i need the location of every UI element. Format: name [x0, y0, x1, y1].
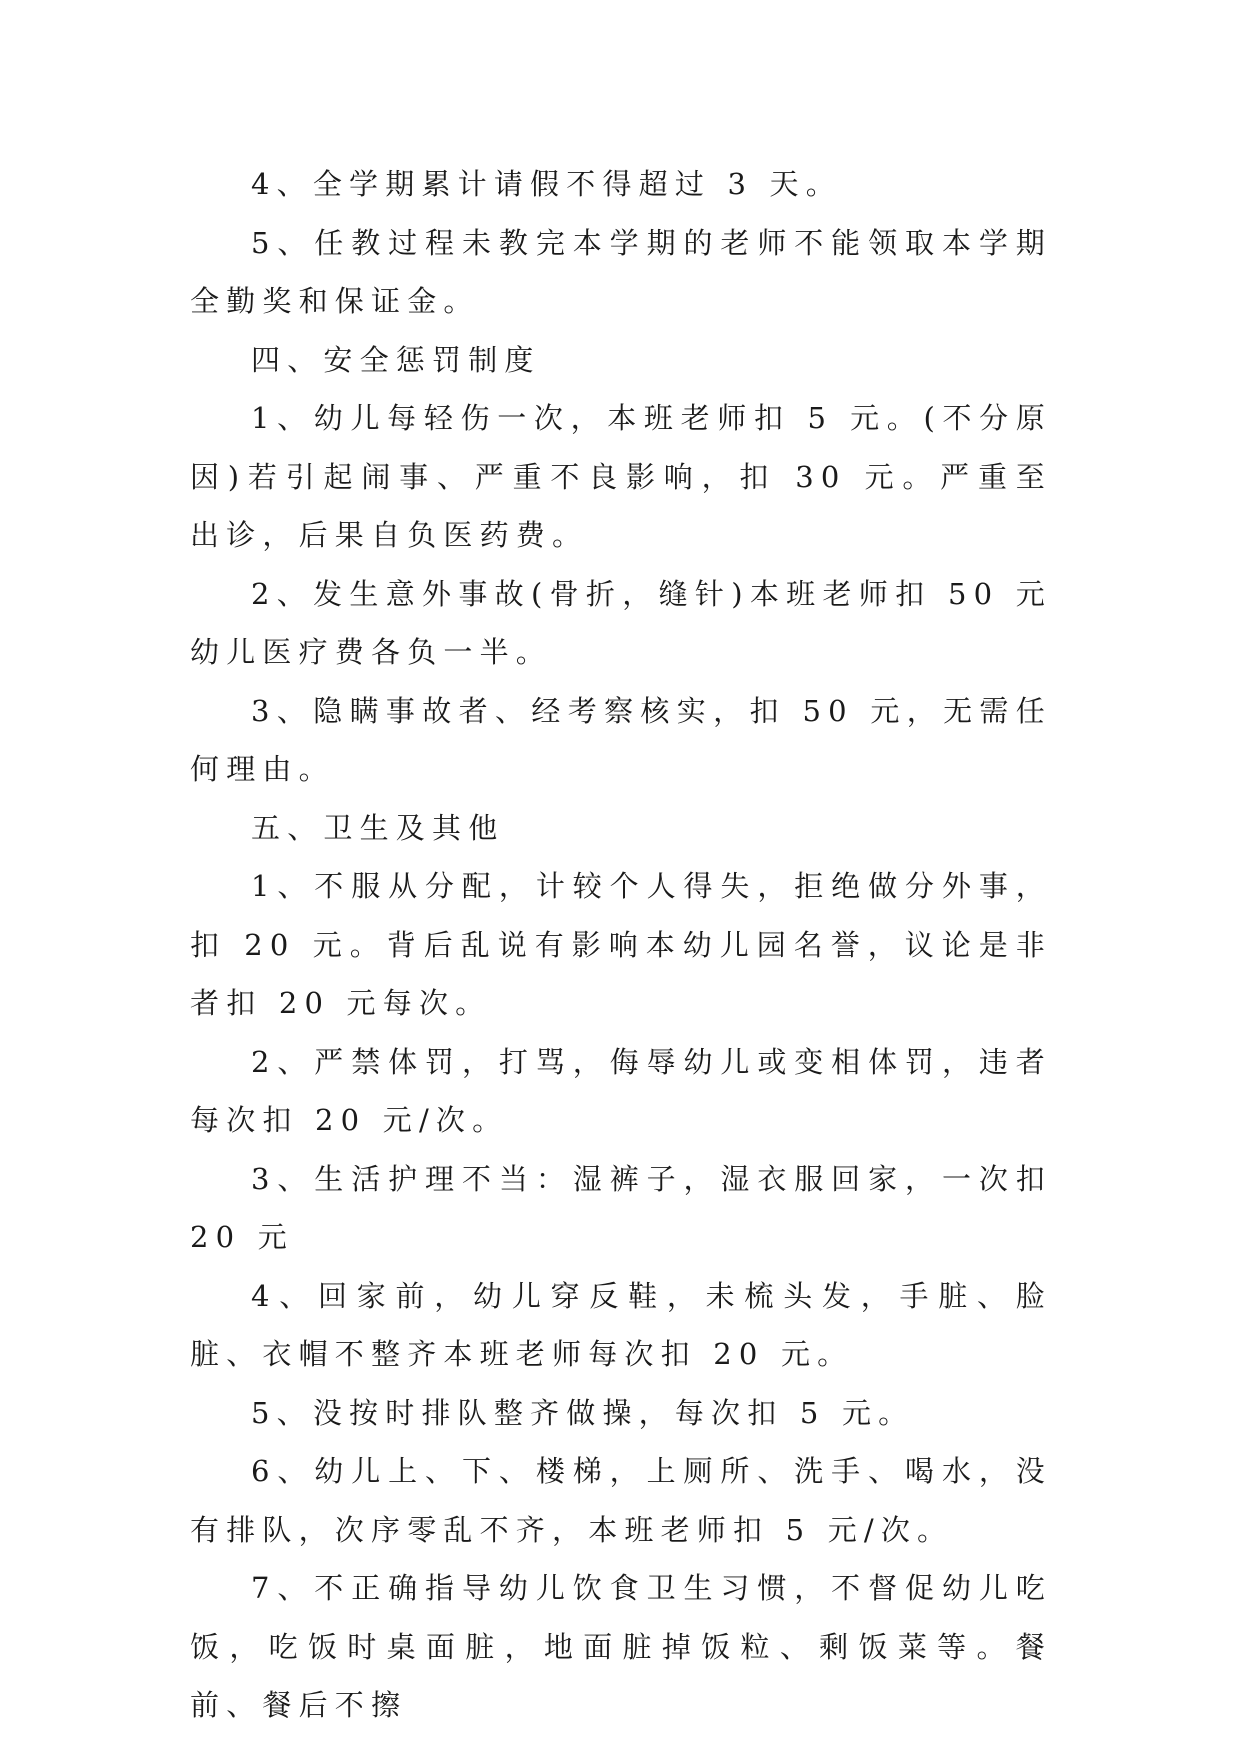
paragraph-accident: 2、发生意外事故(骨折，缝针)本班老师扣 50 元幼儿医疗费各负一半。 [190, 576, 1052, 669]
section-heading-hygiene-other: 五、卫生及其他 [251, 810, 505, 845]
paragraph-queue-order: 6、幼儿上、下、楼梯，上厕所、洗手、喝水，没有排队，次序零乱不齐，本班老师扣 5 元/次。 [190, 1454, 1052, 1547]
paragraph-appearance: 4、回家前，幼儿穿反鞋，未梳头发，手脏、脸脏、衣帽不整齐本班老师每次扣 20 元。 [190, 1278, 1052, 1371]
paragraph-leave-limit: 4、全学期累计请假不得超过 3 天。 [251, 167, 842, 201]
paragraph-exercise-lineup: 5、没按时排队整齐做操，每次扣 5 元。 [251, 1395, 915, 1430]
document-body [190, 155, 1052, 1735]
paragraph-minor-injury: 1、幼儿每轻伤一次，本班老师扣 5 元。(不分原因)若引起闹事、严重不良影响，扣 30 元。严重至出诊，后果自负医药费。 [190, 401, 1052, 552]
section-heading-safety-penalty: 四、安全惩罚制度 [251, 342, 541, 377]
paragraph-incomplete-term: 5、任教过程未教完本学期的老师不能领取本学期全勤奖和保证金。 [190, 225, 1052, 318]
paragraph-eating-habits: 7、不正确指导幼儿饮食卫生习惯，不督促幼儿吃饭，吃饭时桌面脏，地面脏掉饭粒、剩饭菜等。餐前、餐后不擦 [190, 1571, 1052, 1722]
paragraph-disobedience: 1、不服从分配，计较个人得失，拒绝做分外事，扣 20 元。背后乱说有影响本幼儿园名誉，议论是非者扣 20 元每次。 [190, 869, 1052, 1020]
paragraph-concealment: 3、隐瞒事故者、经考察核实，扣 50 元，无需任何理由。 [190, 693, 1052, 786]
paragraph-corporal-punishment: 2、严禁体罚，打骂，侮辱幼儿或变相体罚，违者每次扣 20 元/次。 [190, 1044, 1052, 1137]
paragraph-care-improper: 3、生活护理不当：湿裤子，湿衣服回家，一次扣 20 元 [190, 1161, 1052, 1254]
